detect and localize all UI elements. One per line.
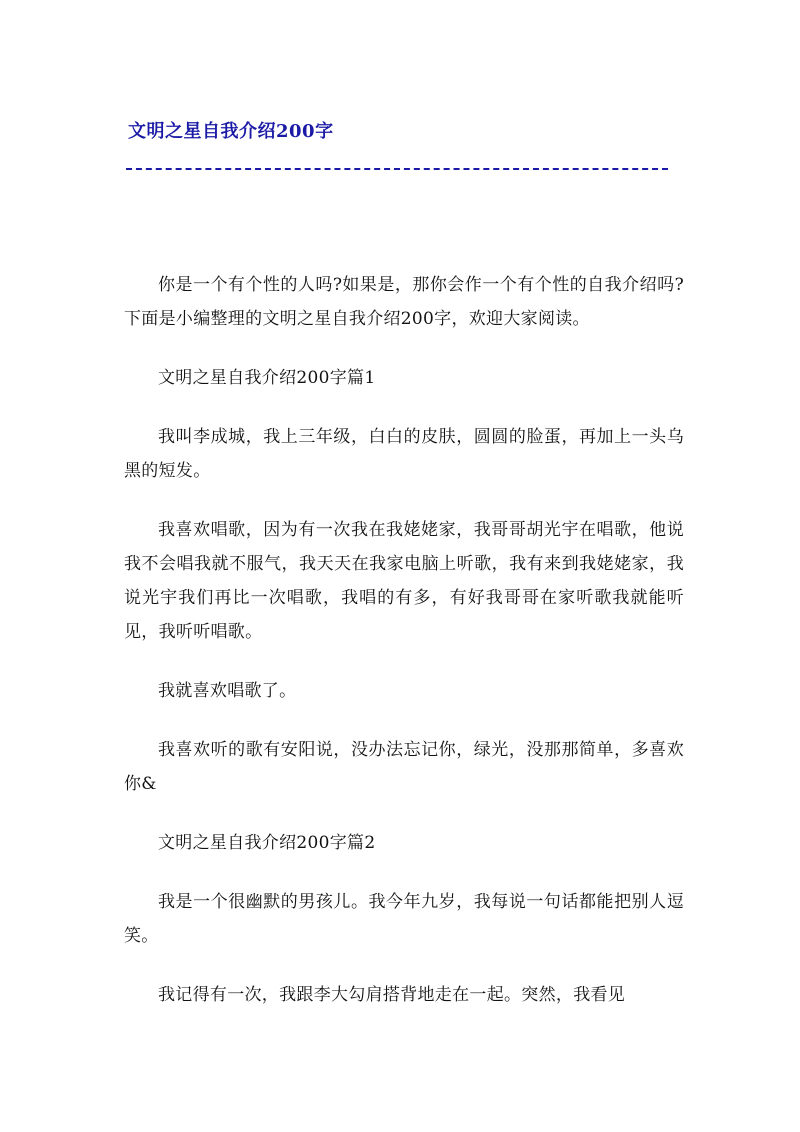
body-paragraph: 我叫李成城，我上三年级，白白的皮肤，圆圆的脸蛋，再加上一头乌黑的短发。 <box>124 427 684 481</box>
document-title: 文明之星自我介绍200字 <box>128 121 334 142</box>
body-paragraph: 我喜欢听的歌有安阳说，没办法忘记你，绿光，没那那简单，多喜欢你& <box>124 740 684 794</box>
body-paragraph: 我就喜欢唱歌了。 <box>158 681 297 701</box>
document-body <box>124 268 684 1037</box>
body-paragraph: 我是一个很幽默的男孩儿。我今年九岁，我每说一句话都能把别人逗笑。 <box>124 892 684 946</box>
section-heading-1: 文明之星自我介绍200字篇1 <box>158 368 376 388</box>
title-divider <box>126 168 668 170</box>
section-heading-2: 文明之星自我介绍200字篇2 <box>158 833 376 853</box>
body-paragraph: 我记得有一次，我跟李大勾肩搭背地走在一起。突然，我看见 <box>158 985 626 1005</box>
body-paragraph: 我喜欢唱歌，因为有一次我在我姥姥家，我哥哥胡光宇在唱歌，他说我不会唱我就不服气，我天天在我家电脑上听歌，我有来到我姥姥家，我说光宇我们再比一次唱歌，我唱的有多，有好我哥哥在家听歌我就能听见，我听听唱歌。 <box>124 520 684 642</box>
intro-paragraph: 你是一个有个性的人吗?如果是，那你会作一个有个性的自我介绍吗?下面是小编整理的文明之星自我介绍200字，欢迎大家阅读。 <box>124 275 684 329</box>
